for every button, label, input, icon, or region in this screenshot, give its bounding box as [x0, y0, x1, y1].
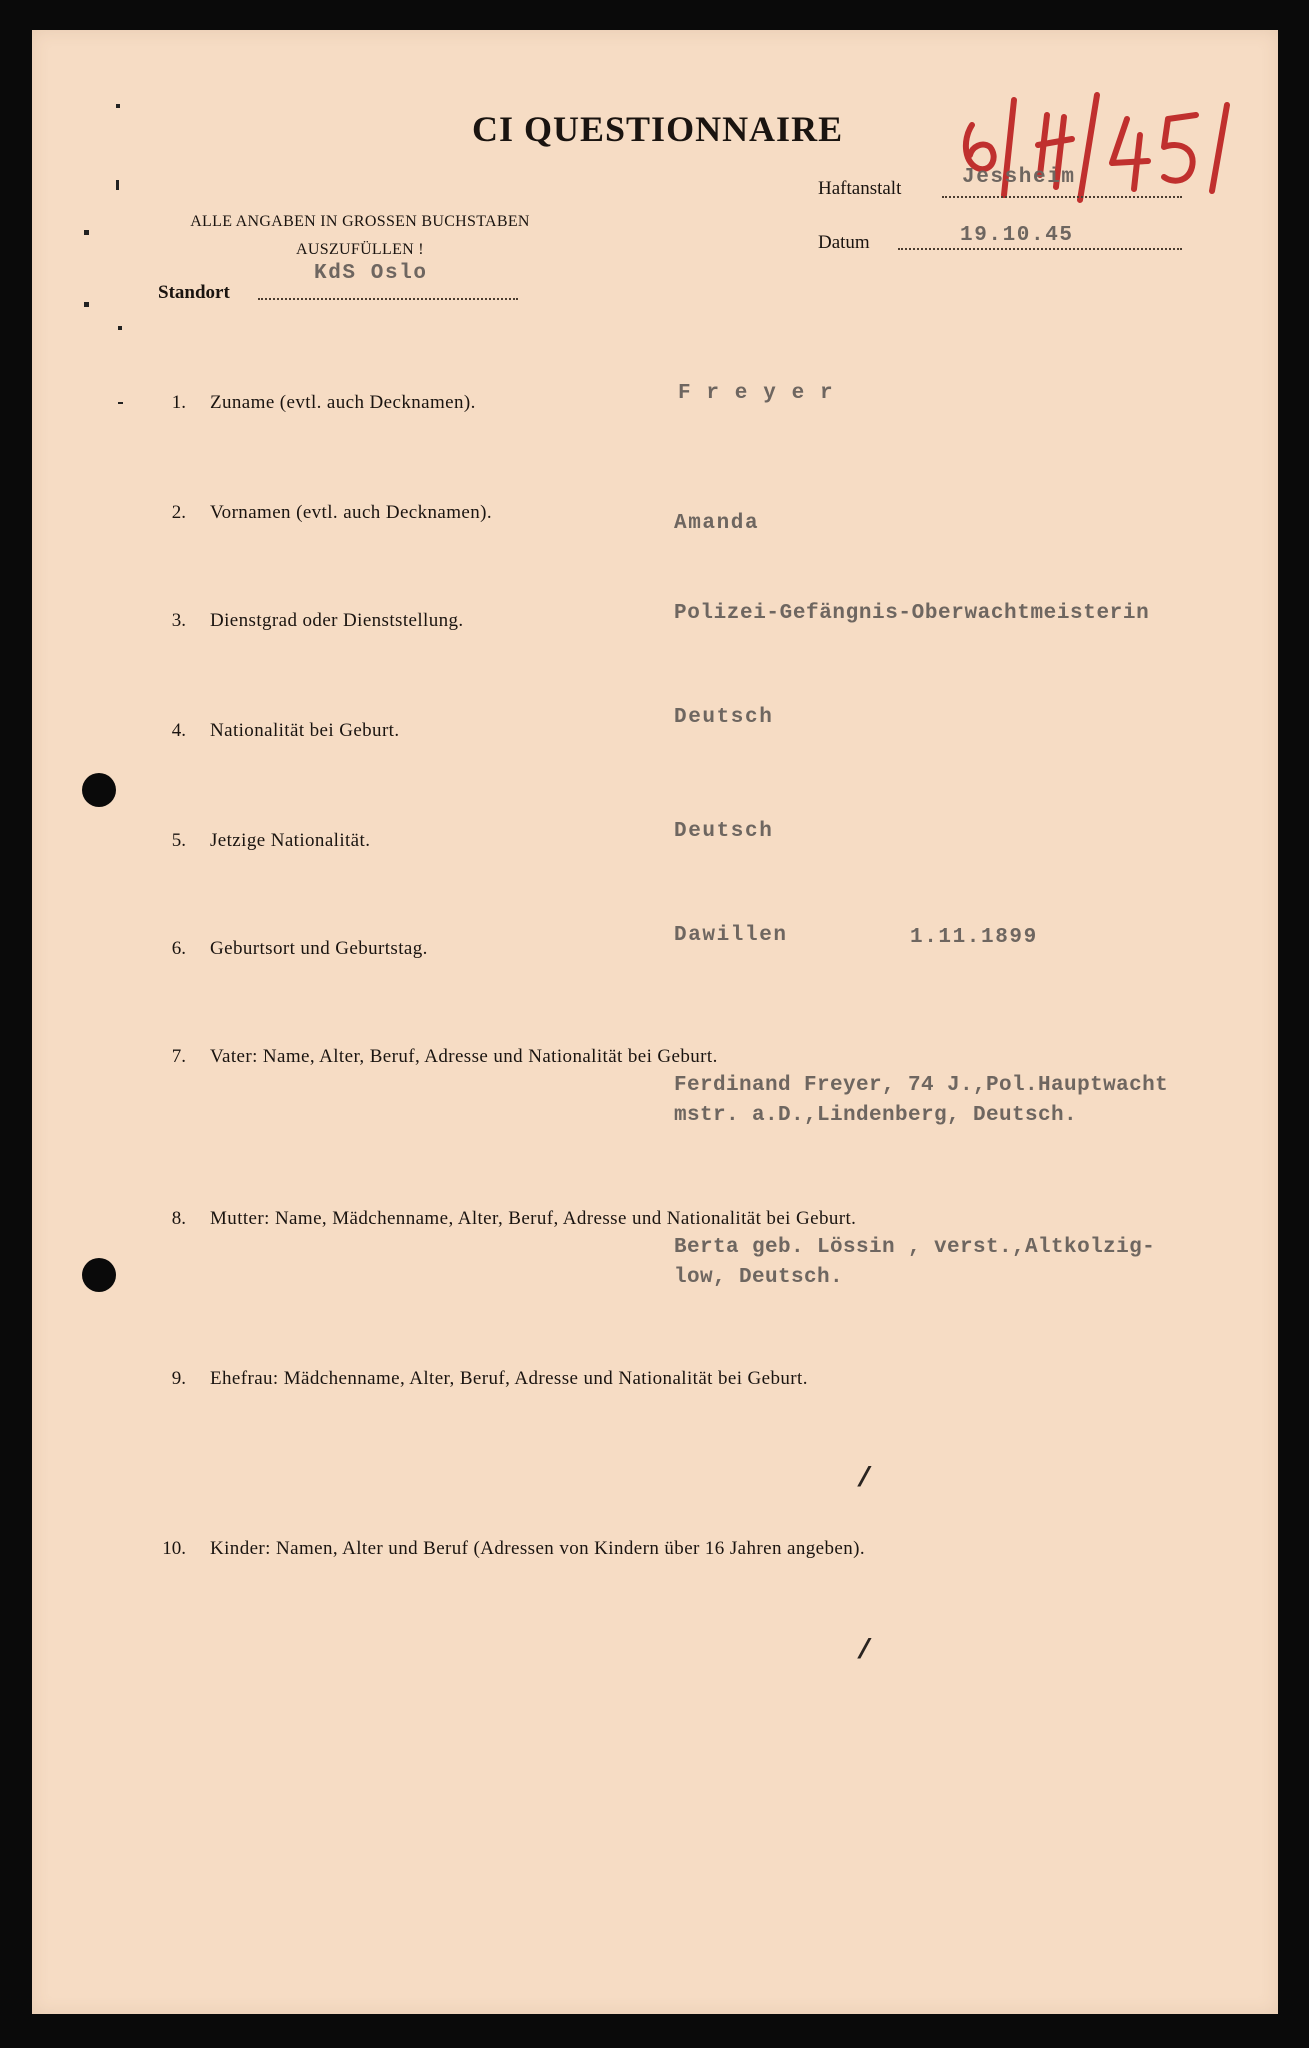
question-2-answer[interactable]: Amanda [674, 512, 760, 535]
question-3-text: Dienstgrad oder Dienststellung. [210, 610, 464, 631]
question-1-answer[interactable]: F r e y e r [678, 382, 835, 405]
question-7-answer-line-2[interactable]: mstr. a.D.,Lindenberg, Deutsch. [674, 1104, 1078, 1127]
questionnaire-page [32, 30, 1278, 2014]
question-1-text: Zuname (evtl. auch Decknamen). [210, 392, 476, 413]
question-7-answer-line-1[interactable]: Ferdinand Freyer, 74 J.,Pol.Hauptwacht [674, 1074, 1169, 1097]
margin-mark [84, 230, 89, 235]
datum-value[interactable]: 19.10.45 [960, 224, 1074, 247]
haftanstalt-line [942, 196, 1182, 198]
instruction-line-1: ALLE ANGABEN IN GROSSEN BUCHSTABEN [190, 213, 530, 230]
margin-mark [118, 402, 123, 404]
question-9-answer[interactable]: / [856, 1464, 875, 1495]
question-3-answer[interactable]: Polizei-Gefängnis-Oberwachtmeisterin [674, 602, 1150, 625]
question-9-number: 9. [171, 1368, 186, 1389]
question-5-number: 5. [171, 830, 186, 851]
punch-hole-upper [82, 773, 116, 807]
question-8-answer-line-2[interactable]: low, Deutsch. [674, 1266, 844, 1289]
question-8-text: Mutter: Name, Mädchenname, Alter, Beruf, Adresse und Nationalität bei Geburt. [210, 1208, 857, 1229]
question-4-text: Nationalität bei Geburt. [210, 720, 400, 741]
haftanstalt-value[interactable]: Jessheim [962, 166, 1076, 189]
page-title: CI QUESTIONNAIRE [472, 109, 844, 149]
question-3-number: 3. [171, 610, 186, 631]
question-6-text: Geburtsort und Geburtstag. [210, 938, 428, 959]
instruction-block [190, 208, 530, 264]
question-10-number: 10. [162, 1538, 186, 1559]
instruction-line-2: AUSZUFÜLLEN ! [296, 241, 424, 258]
question-6-answer-date[interactable]: 1.11.1899 [910, 926, 1038, 949]
standort-line [258, 298, 518, 300]
question-4-number: 4. [171, 720, 186, 741]
standort-label: Standort [158, 282, 230, 303]
margin-mark [118, 326, 122, 330]
question-2-number: 2. [171, 502, 186, 523]
standort-value[interactable]: KdS Oslo [314, 262, 428, 285]
punch-hole-lower [82, 1258, 116, 1292]
question-10-text: Kinder: Namen, Alter und Beruf (Adressen von Kindern über 16 Jahren angeben). [210, 1538, 865, 1559]
question-5-answer[interactable]: Deutsch [674, 820, 774, 843]
question-2-text: Vornamen (evtl. auch Decknamen). [210, 502, 493, 523]
question-1-number: 1. [171, 392, 186, 413]
datum-label: Datum [818, 232, 870, 253]
question-4-answer[interactable]: Deutsch [674, 706, 774, 729]
question-7-number: 7. [171, 1046, 186, 1067]
haftanstalt-label: Haftanstalt [818, 178, 902, 199]
question-6-number: 6. [171, 938, 186, 959]
question-8-answer-line-1[interactable]: Berta geb. Lössin , verst.,Altkolzig- [674, 1236, 1156, 1259]
question-6-answer-place[interactable]: Dawillen [674, 924, 788, 947]
datum-line [898, 248, 1182, 250]
question-9-text: Ehefrau: Mädchenname, Alter, Beruf, Adresse und Nationalität bei Geburt. [210, 1368, 808, 1389]
handwritten-ref-text: 6/14/451 [952, 203, 956, 204]
margin-mark [116, 104, 120, 108]
margin-mark [84, 302, 89, 307]
question-8-number: 8. [171, 1208, 186, 1229]
margin-mark [116, 180, 119, 190]
question-5-text: Jetzige Nationalität. [210, 830, 371, 851]
question-10-answer[interactable]: / [856, 1636, 875, 1667]
question-7-text: Vater: Name, Alter, Beruf, Adresse und Nationalität bei Geburt. [210, 1046, 718, 1067]
